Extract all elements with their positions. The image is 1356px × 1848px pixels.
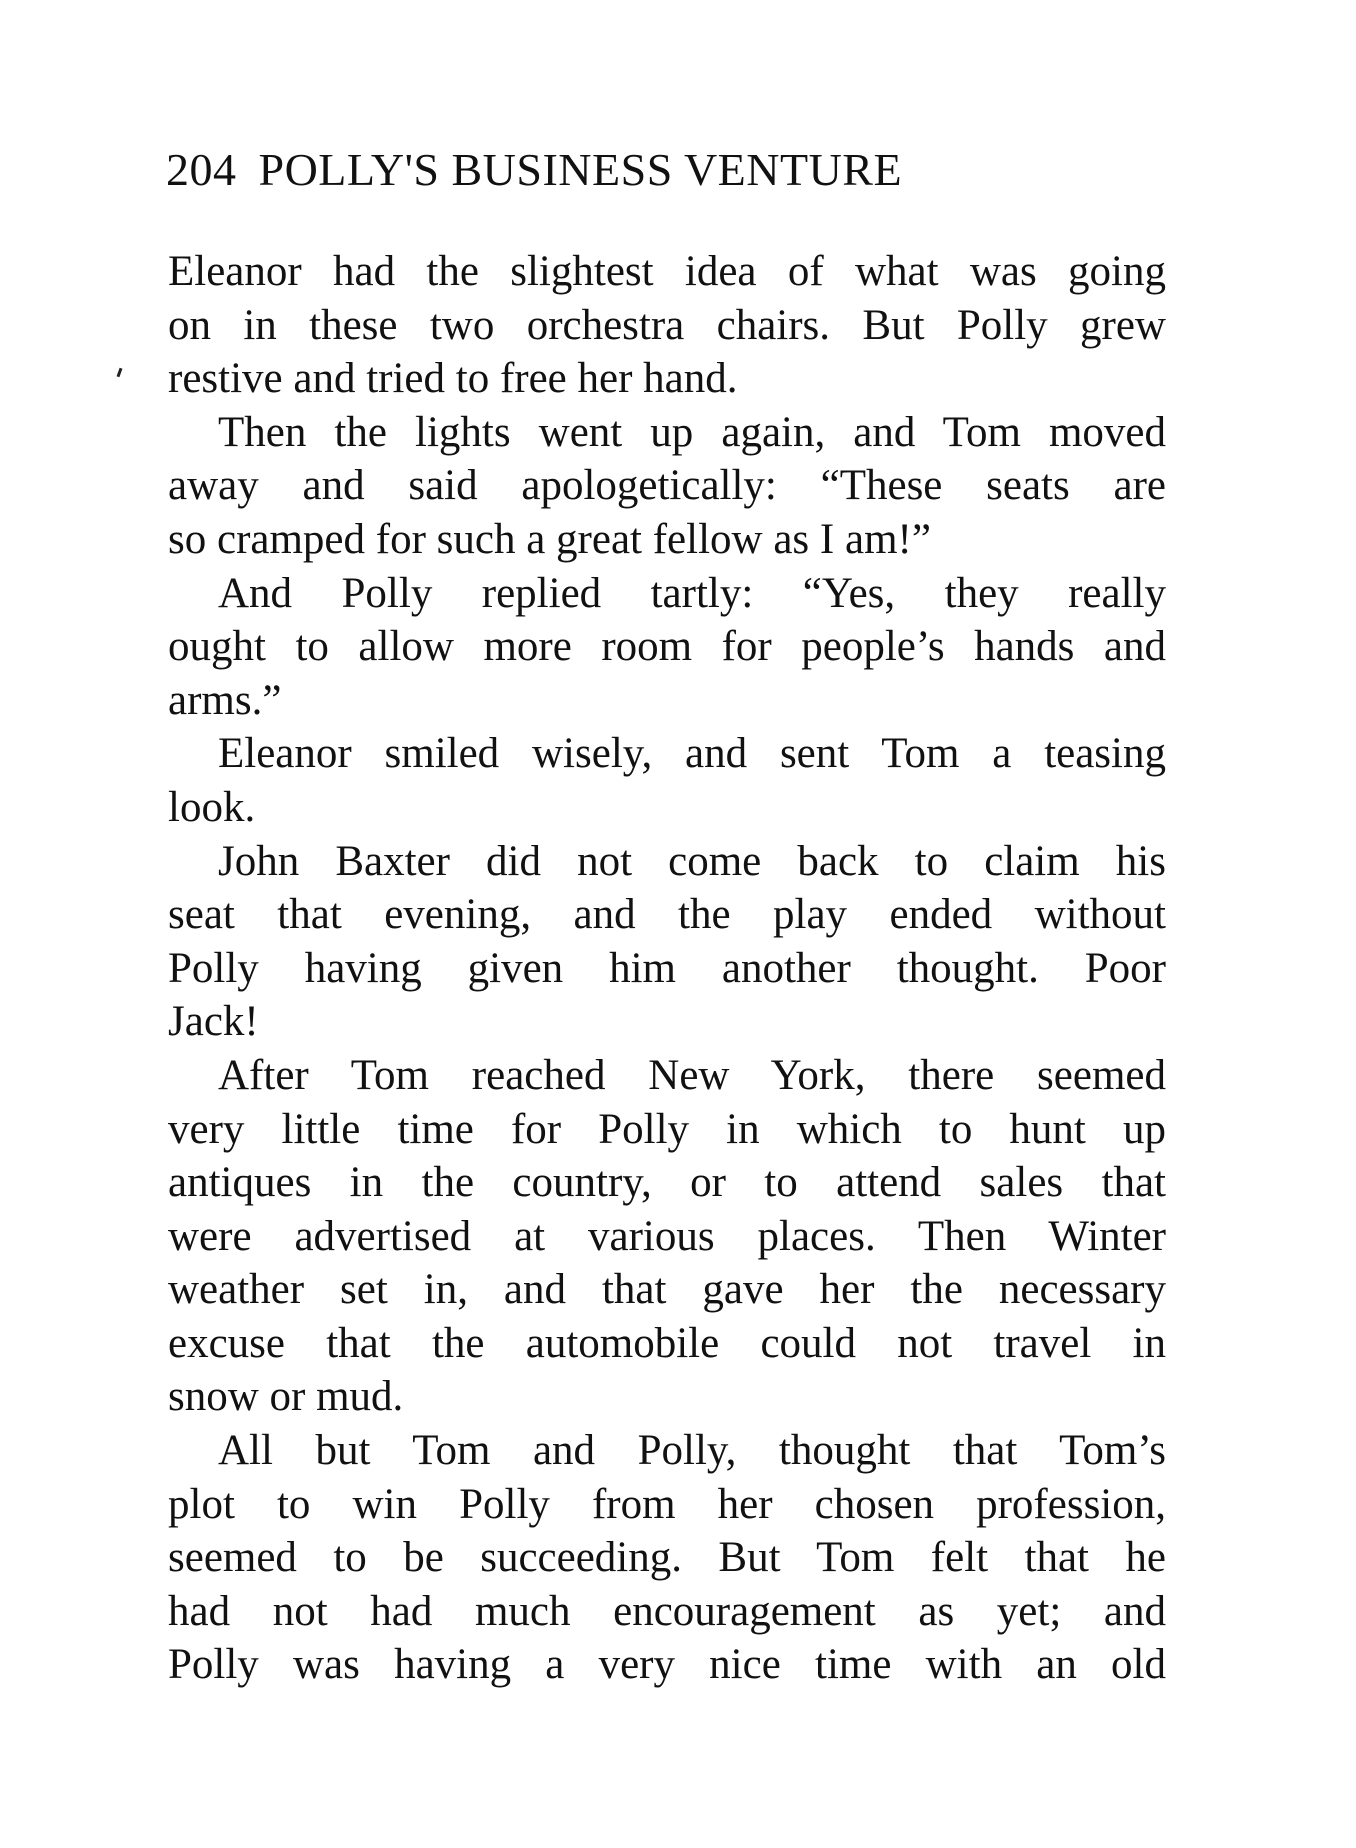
text-line: All but Tom and Polly, thought that Tom’s (218, 1427, 1166, 1475)
text-line: weather set in, and that gave her the necessary (168, 1266, 1166, 1314)
text-line: antiques in the country, or to attend sales that (168, 1159, 1166, 1207)
text-line: had not had much encouragement as yet; and (168, 1587, 1166, 1635)
running-title: POLLY'S BUSINESS VENTURE (258, 144, 903, 195)
text-line: Eleanor had the slightest idea of what was going (168, 248, 1166, 295)
text-line: Then the lights went up again, and Tom moved (218, 408, 1166, 456)
body-text (168, 245, 1166, 1692)
text-line: arms.” (168, 676, 282, 724)
text-line: John Baxter did not come back to claim his (218, 837, 1166, 885)
text-line: ought to allow more room for people’s hands and (168, 623, 1166, 671)
text-line: were advertised at various places. Then Winter (168, 1212, 1166, 1260)
text-line: Eleanor smiled wisely, and sent Tom a teasing (218, 730, 1166, 778)
text-line: seemed to be succeeding. But Tom felt that he (168, 1534, 1166, 1582)
text-line: Polly having given him another thought. Poor (168, 944, 1166, 992)
text-line: so cramped for such a great fellow as I am!” (168, 515, 931, 563)
text-line: And Polly replied tartly: “Yes, they really (218, 569, 1166, 617)
text-line: look. (168, 783, 256, 831)
running-head (166, 140, 1046, 200)
text-line: seat that evening, and the play ended without (168, 891, 1166, 939)
text-line: away and said apologetically: “These seats are (168, 462, 1166, 510)
text-line: restive and tried to free her hand. (168, 355, 738, 403)
text-line: excuse that the automobile could not travel in (168, 1319, 1166, 1367)
text-line: very little time for Polly in which to hunt up (168, 1105, 1166, 1153)
text-line: After Tom reached New York, there seemed (218, 1051, 1166, 1099)
text-line: on in these two orchestra chairs. But Polly grew (168, 301, 1166, 349)
margin-speck (117, 368, 123, 377)
text-line: plot to win Polly from her chosen profession, (168, 1480, 1166, 1528)
page-number: 204 (166, 144, 237, 195)
text-line: Jack! (168, 998, 259, 1046)
text-line: Polly was having a very nice time with an old (168, 1641, 1166, 1689)
text-line: snow or mud. (168, 1373, 404, 1421)
